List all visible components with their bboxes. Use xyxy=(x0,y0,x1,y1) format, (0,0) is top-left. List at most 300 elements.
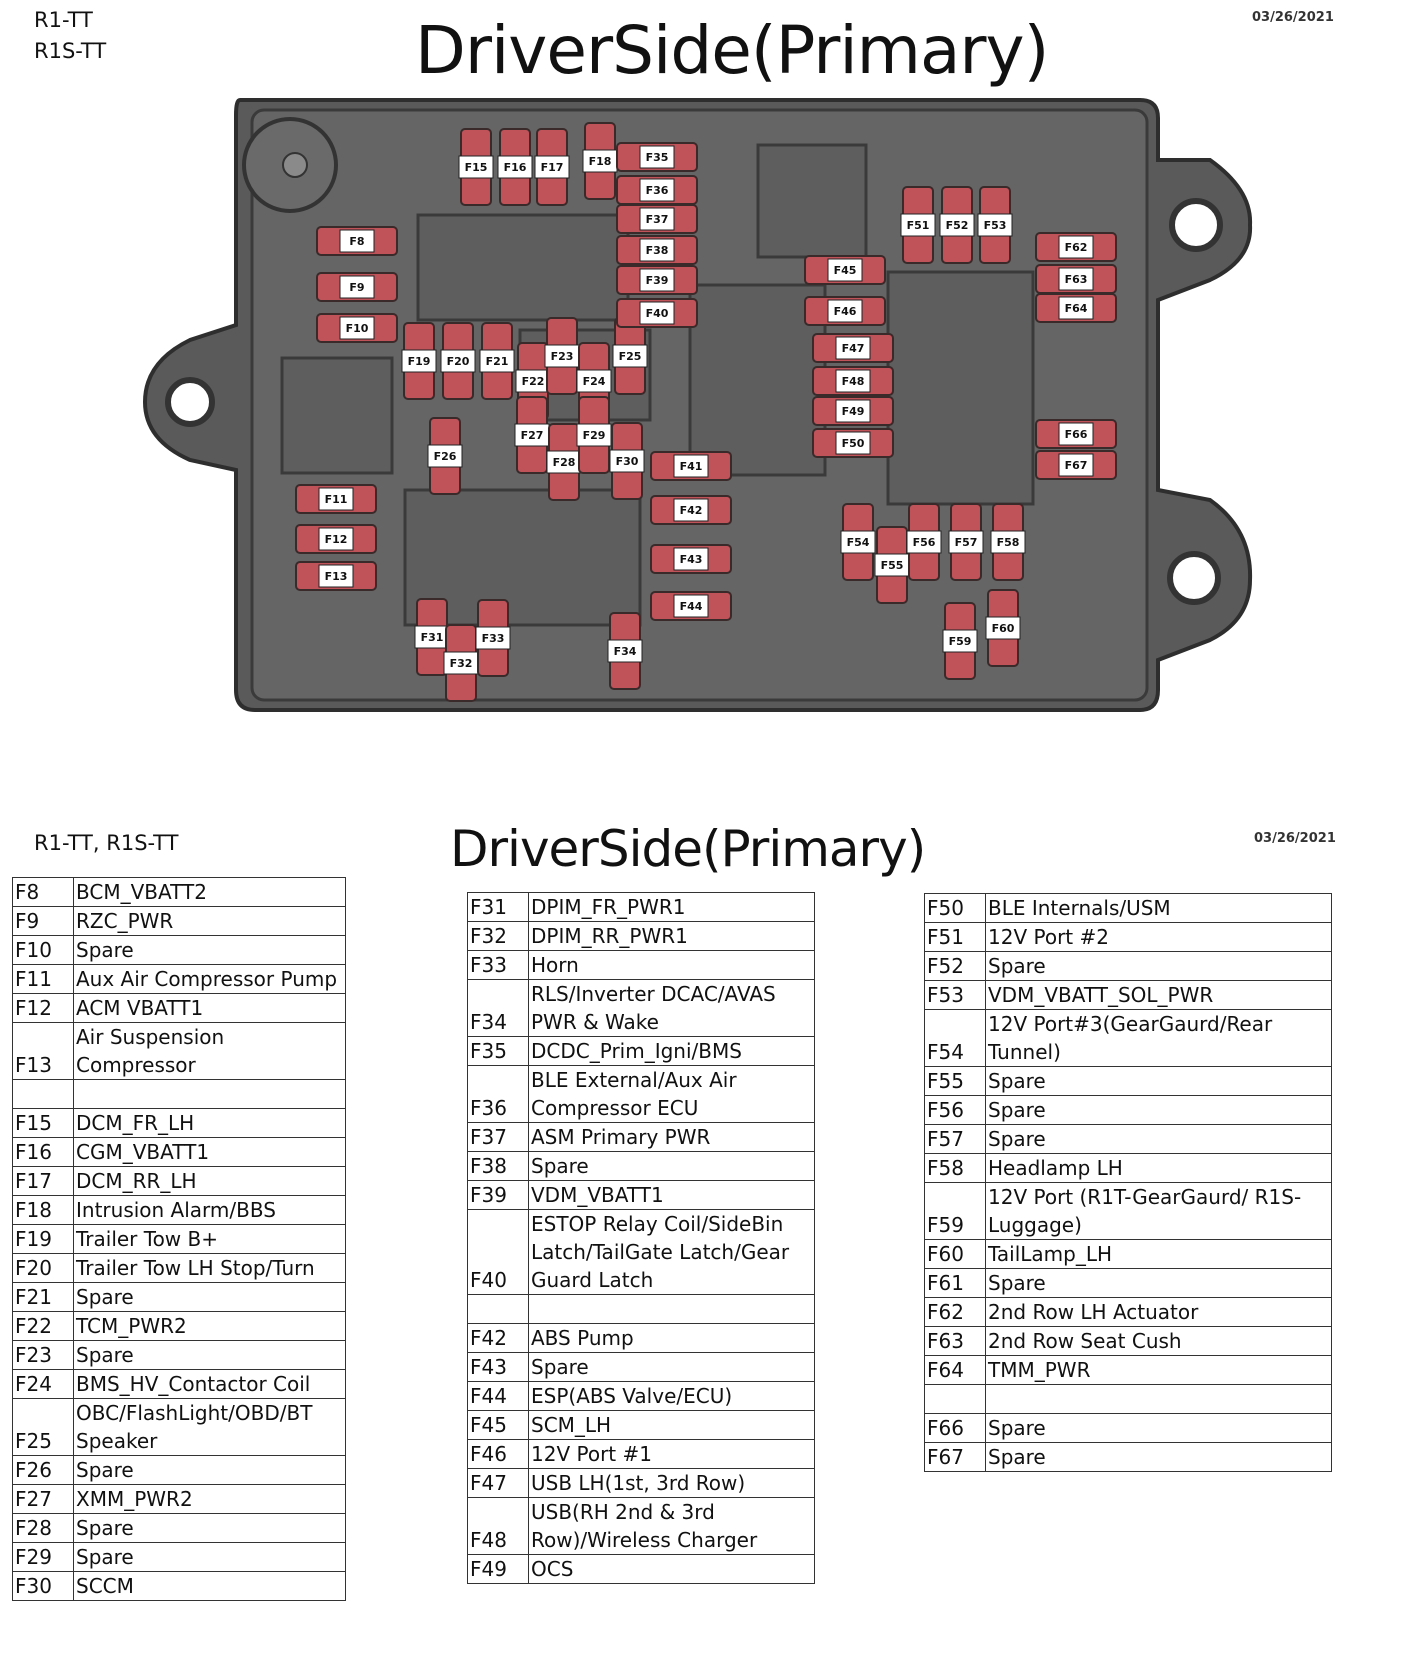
fuse-label: F13 xyxy=(324,570,348,583)
table-row xyxy=(925,1356,1332,1385)
relay-block xyxy=(888,272,1033,504)
diagram-date: 03/26/2021 xyxy=(1252,10,1334,25)
fuse-table-1 xyxy=(12,877,346,1601)
fuse-f57 xyxy=(949,504,983,580)
table-row xyxy=(13,1225,346,1254)
fuse-code-cell: F21 xyxy=(13,1283,74,1312)
table-row xyxy=(13,1312,346,1341)
fuse-label: F24 xyxy=(582,375,606,388)
fuse-label: F34 xyxy=(613,645,637,658)
fuse-code-cell: F8 xyxy=(13,878,74,907)
fuse-description-cell xyxy=(986,1385,1332,1414)
fuse-code-cell: F64 xyxy=(925,1356,986,1385)
fuse-description-cell: ASM Primary PWR xyxy=(529,1123,815,1152)
fuse-box-diagram xyxy=(0,0,1415,760)
fuse-label: F10 xyxy=(345,322,369,335)
table-row xyxy=(13,1167,346,1196)
fuse-label: F67 xyxy=(1064,459,1088,472)
fuse-label: F36 xyxy=(645,184,669,197)
table-row xyxy=(13,1080,346,1109)
fuse-code-cell xyxy=(13,1080,74,1109)
fuse-code-cell: F28 xyxy=(13,1514,74,1543)
fuse-code-cell: F47 xyxy=(468,1469,529,1498)
fuse-code-cell: F46 xyxy=(468,1440,529,1469)
fuse-description-cell: DPIM_RR_PWR1 xyxy=(529,922,815,951)
fuse-f59 xyxy=(943,603,977,679)
fuse-description-cell: ESP(ABS Valve/ECU) xyxy=(529,1382,815,1411)
table-row xyxy=(13,1109,346,1138)
fuse-code-cell: F67 xyxy=(925,1443,986,1472)
fuse-code-cell: F57 xyxy=(925,1125,986,1154)
fuse-description-cell: CGM_VBATT1 xyxy=(74,1138,346,1167)
fuse-label: F57 xyxy=(954,536,978,549)
fuse-f66 xyxy=(1036,420,1116,448)
fuse-code-cell: F15 xyxy=(13,1109,74,1138)
fuse-description-cell: Spare xyxy=(74,1543,346,1572)
table-row xyxy=(925,1414,1332,1443)
table-row xyxy=(925,1125,1332,1154)
table-row xyxy=(468,1066,815,1123)
fuse-f56 xyxy=(907,504,941,580)
fuse-f62 xyxy=(1036,233,1116,261)
fuse-label: F43 xyxy=(679,553,703,566)
fuse-label: F23 xyxy=(550,350,574,363)
fuse-code-cell: F35 xyxy=(468,1037,529,1066)
table-row xyxy=(13,1572,346,1601)
table-row xyxy=(468,951,815,980)
table-row xyxy=(13,907,346,936)
table-row xyxy=(468,922,815,951)
fuse-f10 xyxy=(317,314,397,342)
fuse-label: F42 xyxy=(679,504,703,517)
fuse-description-cell: Spare xyxy=(74,1456,346,1485)
fuse-code-cell: F40 xyxy=(468,1210,529,1295)
fuse-f51 xyxy=(901,187,935,263)
table-row xyxy=(13,936,346,965)
fuse-description-cell: Spare xyxy=(74,1341,346,1370)
fuse-label: F62 xyxy=(1064,241,1088,254)
fuse-description-cell: 12V Port#3(GearGaurd/Rear Tunnel) xyxy=(986,1010,1332,1067)
relay-block xyxy=(418,215,628,320)
fuse-description-cell: SCCM xyxy=(74,1572,346,1601)
fuse-table-3 xyxy=(924,893,1332,1472)
fuse-f45 xyxy=(805,256,885,284)
fuse-description-cell: Headlamp LH xyxy=(986,1154,1332,1183)
fuse-code-cell: F48 xyxy=(468,1498,529,1555)
table-row xyxy=(13,1138,346,1167)
mounting-hole-icon xyxy=(168,380,212,424)
fuse-f29 xyxy=(577,397,611,473)
fuse-f19 xyxy=(402,323,436,399)
table-row xyxy=(13,1485,346,1514)
fuse-label: F20 xyxy=(446,355,470,368)
fuse-label: F11 xyxy=(324,493,348,506)
table-row xyxy=(468,1152,815,1181)
fuse-f30 xyxy=(610,423,644,499)
fuse-code-cell: F31 xyxy=(468,893,529,922)
fuse-f47 xyxy=(813,334,893,362)
fuse-label: F22 xyxy=(521,375,545,388)
fuse-code-cell: F10 xyxy=(13,936,74,965)
table-row xyxy=(13,1514,346,1543)
fuse-f43 xyxy=(651,545,731,573)
fuse-label: F49 xyxy=(841,405,865,418)
fuse-code-cell: F63 xyxy=(925,1327,986,1356)
fuse-code-cell: F33 xyxy=(468,951,529,980)
fuse-label: F28 xyxy=(552,456,576,469)
fuse-description-cell: Spare xyxy=(986,1067,1332,1096)
fuse-description-cell: Spare xyxy=(986,1414,1332,1443)
table-row xyxy=(468,1181,815,1210)
table-row xyxy=(468,1498,815,1555)
fuse-description-cell: 12V Port #2 xyxy=(986,923,1332,952)
fuse-f34 xyxy=(608,613,642,689)
fuse-f15 xyxy=(459,129,493,205)
fuse-code-cell: F25 xyxy=(13,1399,74,1456)
fuse-description-cell: Spare xyxy=(986,952,1332,981)
fuse-description-cell: BLE Internals/USM xyxy=(986,894,1332,923)
fuse-code-cell: F36 xyxy=(468,1066,529,1123)
fuse-description-cell: Spare xyxy=(529,1353,815,1382)
fuse-label: F30 xyxy=(615,455,639,468)
fuse-f28 xyxy=(547,424,581,500)
diagram-title: DriverSide(Primary) xyxy=(415,12,1049,89)
fuse-description-cell: Spare xyxy=(74,936,346,965)
fuse-code-cell: F39 xyxy=(468,1181,529,1210)
legend-models: R1-TT, R1S-TT xyxy=(34,831,179,855)
fuse-label: F51 xyxy=(906,219,930,232)
fuse-code-cell: F49 xyxy=(468,1555,529,1584)
fuse-label: F8 xyxy=(349,235,365,248)
fuse-description-cell: DCM_FR_LH xyxy=(74,1109,346,1138)
fuse-f26 xyxy=(428,418,462,494)
fuse-f60 xyxy=(986,590,1020,666)
fuse-description-cell: RZC_PWR xyxy=(74,907,346,936)
legend-date: 03/26/2021 xyxy=(1254,831,1336,846)
table-row xyxy=(468,1469,815,1498)
fuse-label: F38 xyxy=(645,244,669,257)
fuse-description-cell: Spare xyxy=(986,1096,1332,1125)
table-row xyxy=(13,1543,346,1572)
fuse-label: F48 xyxy=(841,375,865,388)
fuse-description-cell: 2nd Row LH Actuator xyxy=(986,1298,1332,1327)
fuse-description-cell: ACM VBATT1 xyxy=(74,994,346,1023)
fuse-f36 xyxy=(617,176,697,204)
fuse-code-cell: F12 xyxy=(13,994,74,1023)
mounting-hole-icon xyxy=(1172,201,1220,249)
fuse-description-cell: DPIM_FR_PWR1 xyxy=(529,893,815,922)
table-row xyxy=(468,1295,815,1324)
fuse-label: F27 xyxy=(520,429,544,442)
table-row xyxy=(468,1324,815,1353)
fuse-code-cell: F38 xyxy=(468,1152,529,1181)
model-label-r1tt: R1-TT xyxy=(34,8,93,32)
fuse-description-cell xyxy=(74,1080,346,1109)
fuse-code-cell: F50 xyxy=(925,894,986,923)
fuse-code-cell: F42 xyxy=(468,1324,529,1353)
fuse-label: F64 xyxy=(1064,302,1088,315)
fuse-code-cell: F19 xyxy=(13,1225,74,1254)
fuse-code-cell: F43 xyxy=(468,1353,529,1382)
fuse-description-cell: Spare xyxy=(529,1152,815,1181)
fuse-f48 xyxy=(813,367,893,395)
table-row xyxy=(925,923,1332,952)
fuse-f12 xyxy=(296,525,376,553)
fuse-f54 xyxy=(841,504,875,580)
fuse-description-cell: TailLamp_LH xyxy=(986,1240,1332,1269)
table-row xyxy=(925,1385,1332,1414)
fuse-description-cell: OBC/FlashLight/OBD/BT Speaker xyxy=(74,1399,346,1456)
model-label-r1stt: R1S-TT xyxy=(34,39,107,63)
table-row xyxy=(925,1269,1332,1298)
fuse-label: F59 xyxy=(948,635,972,648)
fuse-f25 xyxy=(613,318,647,394)
fuse-description-cell: BMS_HV_Contactor Coil xyxy=(74,1370,346,1399)
fuse-label: F45 xyxy=(833,264,857,277)
table-row xyxy=(468,1382,815,1411)
fuse-label: F53 xyxy=(983,219,1007,232)
fuse-code-cell: F44 xyxy=(468,1382,529,1411)
fuse-description-cell: VDM_VBATT1 xyxy=(529,1181,815,1210)
fuse-f32 xyxy=(444,625,478,701)
fuse-f27 xyxy=(515,397,549,473)
relay-block xyxy=(758,145,866,257)
fuse-description-cell: 12V Port #1 xyxy=(529,1440,815,1469)
legend-title: DriverSide(Primary) xyxy=(450,820,926,878)
fuse-description-cell: Spare xyxy=(74,1283,346,1312)
fuse-description-cell: BLE External/Aux Air Compressor ECU xyxy=(529,1066,815,1123)
fuse-f18 xyxy=(583,123,617,199)
fuse-description-cell: Aux Air Compressor Pump xyxy=(74,965,346,994)
table-row xyxy=(925,952,1332,981)
fuse-description-cell: ABS Pump xyxy=(529,1324,815,1353)
table-row xyxy=(925,1183,1332,1240)
fuse-label: F39 xyxy=(645,274,669,287)
fuse-f63 xyxy=(1036,265,1116,293)
fuse-description-cell: Air Suspension Compressor xyxy=(74,1023,346,1080)
fuse-description-cell xyxy=(529,1295,815,1324)
fuse-f40 xyxy=(617,299,697,327)
fuse-label: F37 xyxy=(645,213,669,226)
fuse-description-cell: SCM_LH xyxy=(529,1411,815,1440)
fuse-label: F15 xyxy=(464,161,488,174)
table-row xyxy=(13,1196,346,1225)
fuse-f35 xyxy=(617,143,697,171)
fuse-code-cell: F59 xyxy=(925,1183,986,1240)
fuse-f16 xyxy=(498,129,532,205)
fuse-description-cell: USB LH(1st, 3rd Row) xyxy=(529,1469,815,1498)
table-row xyxy=(925,1327,1332,1356)
fuse-description-cell: Spare xyxy=(986,1125,1332,1154)
table-row xyxy=(13,1456,346,1485)
fuse-code-cell: F37 xyxy=(468,1123,529,1152)
fuse-code-cell: F26 xyxy=(13,1456,74,1485)
fuse-description-cell: XMM_PWR2 xyxy=(74,1485,346,1514)
table-row xyxy=(13,878,346,907)
fuse-label: F12 xyxy=(324,533,348,546)
relay-block xyxy=(282,358,392,473)
fuse-f9 xyxy=(317,273,397,301)
fuse-label: F41 xyxy=(679,460,703,473)
fuse-code-cell: F23 xyxy=(13,1341,74,1370)
fuse-label: F56 xyxy=(912,536,936,549)
mounting-hole-icon xyxy=(1170,554,1218,602)
fuse-description-cell: Spare xyxy=(74,1514,346,1543)
fuse-code-cell: F11 xyxy=(13,965,74,994)
table-row xyxy=(13,1254,346,1283)
fuse-f55 xyxy=(875,527,909,603)
table-row xyxy=(468,1411,815,1440)
fuse-label: F19 xyxy=(407,355,431,368)
table-row xyxy=(13,994,346,1023)
fuse-f53 xyxy=(978,187,1012,263)
fuse-description-cell: ESTOP Relay Coil/SideBin Latch/TailGate Latch/Gear Guard Latch xyxy=(529,1210,815,1295)
table-row xyxy=(468,893,815,922)
fuse-label: F9 xyxy=(349,281,365,294)
fuse-description-cell: DCDC_Prim_Igni/BMS xyxy=(529,1037,815,1066)
fuse-code-cell: F30 xyxy=(13,1572,74,1601)
fuse-code-cell: F66 xyxy=(925,1414,986,1443)
table-row xyxy=(13,965,346,994)
fuse-label: F35 xyxy=(645,151,669,164)
fuse-label: F16 xyxy=(503,161,527,174)
fuse-code-cell: F13 xyxy=(13,1023,74,1080)
fuse-label: F52 xyxy=(945,219,969,232)
fuse-f44 xyxy=(651,592,731,620)
table-row xyxy=(925,1096,1332,1125)
fuse-f58 xyxy=(991,504,1025,580)
fuse-f13 xyxy=(296,562,376,590)
fuse-code-cell: F27 xyxy=(13,1485,74,1514)
fuse-description-cell: VDM_VBATT_SOL_PWR xyxy=(986,981,1332,1010)
fuse-code-cell: F51 xyxy=(925,923,986,952)
fuse-f42 xyxy=(651,496,731,524)
table-row xyxy=(468,1123,815,1152)
fuse-description-cell: TCM_PWR2 xyxy=(74,1312,346,1341)
fuse-f17 xyxy=(535,129,569,205)
fuse-description-cell: TMM_PWR xyxy=(986,1356,1332,1385)
fuse-code-cell: F61 xyxy=(925,1269,986,1298)
table-row xyxy=(468,1210,815,1295)
fuse-label: F58 xyxy=(996,536,1020,549)
fuse-f64 xyxy=(1036,294,1116,322)
fuse-f49 xyxy=(813,397,893,425)
fuse-label: F17 xyxy=(540,161,564,174)
fuse-code-cell xyxy=(925,1385,986,1414)
fuse-code-cell: F18 xyxy=(13,1196,74,1225)
table-row xyxy=(925,1010,1332,1067)
fuse-label: F33 xyxy=(481,632,505,645)
fuse-label: F54 xyxy=(846,536,870,549)
fuse-f21 xyxy=(480,323,514,399)
table-row xyxy=(13,1341,346,1370)
fuse-f67 xyxy=(1036,451,1116,479)
fuse-code-cell xyxy=(468,1295,529,1324)
fuse-code-cell: F24 xyxy=(13,1370,74,1399)
fuse-f20 xyxy=(441,323,475,399)
fuse-label: F44 xyxy=(679,600,703,613)
fuse-f8 xyxy=(317,227,397,255)
fuse-label: F60 xyxy=(991,622,1015,635)
fuse-label: F63 xyxy=(1064,273,1088,286)
table-row xyxy=(13,1283,346,1312)
table-row xyxy=(13,1370,346,1399)
fuse-label: F31 xyxy=(420,631,444,644)
fuse-code-cell: F9 xyxy=(13,907,74,936)
fuse-code-cell: F53 xyxy=(925,981,986,1010)
fuse-description-cell: Trailer Tow LH Stop/Turn xyxy=(74,1254,346,1283)
fuse-f52 xyxy=(940,187,974,263)
fuse-description-cell: DCM_RR_LH xyxy=(74,1167,346,1196)
fuse-code-cell: F45 xyxy=(468,1411,529,1440)
fuse-code-cell: F55 xyxy=(925,1067,986,1096)
fuse-code-cell: F54 xyxy=(925,1010,986,1067)
table-row xyxy=(468,1037,815,1066)
fuse-label: F29 xyxy=(582,429,606,442)
table-row xyxy=(468,1440,815,1469)
table-row xyxy=(13,1399,346,1456)
fuse-description-cell: Trailer Tow B+ xyxy=(74,1225,346,1254)
fuse-description-cell: OCS xyxy=(529,1555,815,1584)
table-row xyxy=(468,1353,815,1382)
fuse-code-cell: F22 xyxy=(13,1312,74,1341)
fuse-label: F21 xyxy=(485,355,509,368)
fuse-label: F40 xyxy=(645,307,669,320)
fuse-description-cell: Spare xyxy=(986,1443,1332,1472)
fuse-code-cell: F20 xyxy=(13,1254,74,1283)
fuse-code-cell: F52 xyxy=(925,952,986,981)
fuse-description-cell: Spare xyxy=(986,1269,1332,1298)
fuse-description-cell: Horn xyxy=(529,951,815,980)
fuse-label: F46 xyxy=(833,305,857,318)
fuse-label: F26 xyxy=(433,450,457,463)
fuse-code-cell: F58 xyxy=(925,1154,986,1183)
fuse-f46 xyxy=(805,297,885,325)
fuse-code-cell: F56 xyxy=(925,1096,986,1125)
fuse-f41 xyxy=(651,452,731,480)
fuse-code-cell: F62 xyxy=(925,1298,986,1327)
fuse-f11 xyxy=(296,485,376,513)
fuse-code-cell: F34 xyxy=(468,980,529,1037)
fuse-f33 xyxy=(476,600,510,676)
table-row xyxy=(925,1067,1332,1096)
fuse-code-cell: F16 xyxy=(13,1138,74,1167)
fuse-f50 xyxy=(813,429,893,457)
table-row xyxy=(925,894,1332,923)
fuse-description-cell: USB(RH 2nd & 3rd Row)/Wireless Charger xyxy=(529,1498,815,1555)
fuse-label: F55 xyxy=(880,559,904,572)
fuse-label: F32 xyxy=(449,657,473,670)
fuse-code-cell: F60 xyxy=(925,1240,986,1269)
table-row xyxy=(925,981,1332,1010)
fuse-description-cell: RLS/Inverter DCAC/AVAS PWR & Wake xyxy=(529,980,815,1037)
table-row xyxy=(925,1443,1332,1472)
table-row xyxy=(925,1154,1332,1183)
fuse-description-cell: 12V Port (R1T-GearGaurd/ R1S-Luggage) xyxy=(986,1183,1332,1240)
fuse-description-cell: BCM_VBATT2 xyxy=(74,878,346,907)
table-row xyxy=(925,1240,1332,1269)
fuse-description-cell: Intrusion Alarm/BBS xyxy=(74,1196,346,1225)
fuse-f23 xyxy=(545,318,579,394)
fuse-label: F66 xyxy=(1064,428,1088,441)
fuse-label: F25 xyxy=(618,350,642,363)
table-row xyxy=(925,1298,1332,1327)
fuse-table-2 xyxy=(467,892,815,1584)
table-row xyxy=(13,1023,346,1080)
table-row xyxy=(468,980,815,1037)
fuse-label: F47 xyxy=(841,342,865,355)
fuse-description-cell: 2nd Row Seat Cush xyxy=(986,1327,1332,1356)
